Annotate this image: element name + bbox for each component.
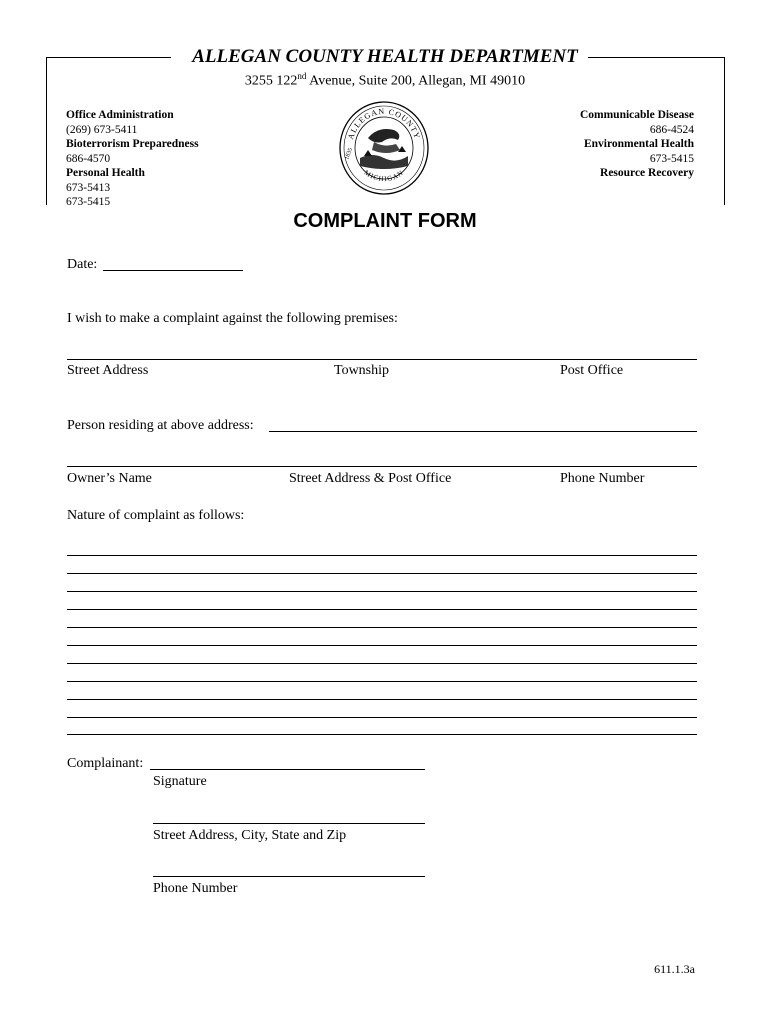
svg-text:1835: 1835 (344, 147, 354, 161)
contact-personal-health: Personal Health (66, 167, 145, 179)
owner-phone-label: Phone Number (560, 471, 645, 486)
nature-label: Nature of complaint as follows: (67, 508, 245, 523)
township-label: Township (334, 363, 390, 378)
department-address: 3255 122nd Avenue, Suite 200, Allegan, MI 49010 (244, 71, 526, 89)
contact-resource-recovery: Resource Recovery (600, 167, 694, 179)
contact-bioterrorism: Bioterrorism Preparedness (66, 138, 199, 150)
form-title: COMPLAINT FORM (293, 210, 477, 232)
svg-text:ALLEGAN COUNTY: ALLEGAN COUNTY (346, 106, 422, 141)
owner-name-label: Owner’s Name (67, 471, 152, 486)
owner-field[interactable] (67, 466, 697, 467)
nature-line[interactable] (67, 609, 697, 610)
nature-line[interactable] (67, 645, 697, 646)
nature-line[interactable] (67, 573, 697, 574)
nature-line[interactable] (67, 699, 697, 700)
contact-communicable-disease-phone: 686-4524 (649, 123, 694, 136)
contact-office-admin-phone: (269) 673-5411 (66, 123, 138, 136)
complainant-label: Complainant: (67, 756, 144, 771)
contact-office-admin: Office Administration (66, 109, 174, 121)
svg-text:MICHIGAN: MICHIGAN (362, 168, 406, 184)
nature-line[interactable] (67, 591, 697, 592)
nature-line[interactable] (67, 663, 697, 664)
department-title: ALLEGAN COUNTY HEALTH DEPARTMENT (192, 46, 578, 67)
complainant-phone-label: Phone Number (153, 881, 238, 896)
right-contacts (580, 108, 694, 181)
nature-line[interactable] (67, 555, 697, 556)
post-office-label: Post Office (560, 363, 624, 378)
contact-environmental-health-phone: 673-5415 (649, 152, 694, 165)
contact-environmental-health: Environmental Health (583, 138, 694, 150)
contact-communicable-disease: Communicable Disease (579, 109, 694, 121)
date-label: Date: (67, 257, 98, 272)
form-number: 611.1.3a (654, 962, 695, 976)
complainant-phone-field[interactable] (153, 876, 425, 877)
owner-address-label: Street Address & Post Office (289, 471, 452, 486)
date-field[interactable] (103, 270, 243, 271)
nature-line[interactable] (67, 734, 697, 735)
signature-field[interactable] (150, 769, 425, 770)
complaint-intro: I wish to make a complaint against the following premises: (67, 311, 398, 326)
street-address-label: Street Address (67, 363, 149, 378)
premises-field[interactable] (67, 359, 697, 360)
county-seal-logo (338, 100, 430, 196)
nature-line[interactable] (67, 681, 697, 682)
left-contacts (66, 108, 199, 210)
person-residing-label: Person residing at above address: (67, 418, 254, 433)
contact-personal-health-phone-2: 673-5415 (66, 196, 111, 208)
contact-bioterrorism-phone: 686-4570 (66, 152, 111, 165)
signature-label: Signature (153, 774, 207, 789)
complainant-address-field[interactable] (153, 823, 425, 824)
nature-line[interactable] (67, 627, 697, 628)
nature-line[interactable] (67, 717, 697, 718)
contact-personal-health-phone-1: 673-5413 (66, 181, 111, 194)
person-residing-field[interactable] (269, 431, 697, 432)
complainant-address-label: Street Address, City, State and Zip (153, 828, 347, 843)
